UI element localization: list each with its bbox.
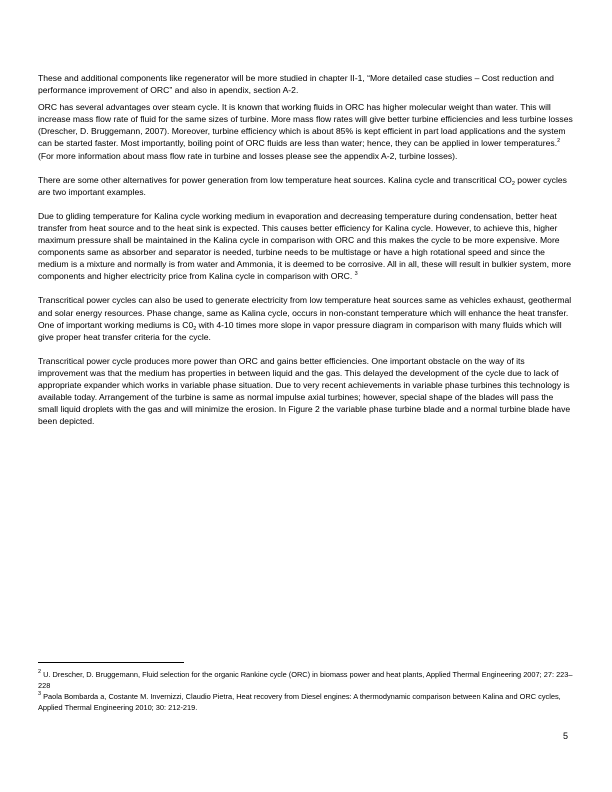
paragraph-regenerator bbox=[38, 72, 573, 96]
paragraph-text: There are some other alternatives for power generation from low temperature heat sources. Kalina cycle and transcritical CO bbox=[38, 174, 512, 185]
footnotes bbox=[38, 670, 573, 714]
paragraph-text: with 4-10 times more slope in vapor pressure diagram in comparison with many fluids which will give proper heat transfer criteria for the cycle. bbox=[38, 319, 562, 342]
subscript-2: 2 bbox=[193, 325, 197, 332]
page-number: 5 bbox=[563, 731, 569, 741]
paragraph-power-output bbox=[38, 355, 573, 428]
paragraph-text: (For more information about mass flow rate in turbine and losses please see the appendix A-2, turbine losses). bbox=[38, 150, 458, 161]
paragraph-text: These and additional components like regenerator will be more studied in chapter II-1, “More detailed case studies – Cost reduction and performance improvement of ORC” and also in apendix, section A-2. bbox=[38, 73, 554, 96]
paragraph-kalina-cycle bbox=[38, 210, 573, 283]
footnote-mark: 2 bbox=[38, 669, 42, 675]
paragraph-transcritical bbox=[38, 294, 573, 342]
footnote-text: U. Drescher, D. Bruggemann, Fluid selection for the organic Rankine cycle (ORC) in biomass power and heat plants, Applied Thermal Engineering 2007; 27: 223–228 bbox=[38, 670, 573, 690]
subscript-2: 2 bbox=[511, 180, 515, 187]
paragraph-text: Transcritical power cycles can also be used to generate electricity from low temperature heat sources same as vehicles exhaust, geothermal and solar energy resources. Phase change, same as Kalina cycle, occurs in non-constant temperature which will enhance the heat transfer. One of important working mediums is C0 bbox=[38, 295, 572, 330]
paragraph-orc-advantages bbox=[38, 101, 573, 161]
footnote-separator bbox=[38, 662, 184, 663]
paragraph-text: Due to gliding temperature for Kalina cycle working medium in evaporation and decreasing temperature during condensation, better heat transfer from heat source and to the heat sink is expected. This causes better efficiency for Kalina cycle. However, to achieve this, higher maximum pressure shall be maintained in the Kalina cycle in comparison with ORC and this makes the cycle to be more expensive. More components same as absorber and separator is needed, turbine needs to be multistage or have a high rotational speed and since the medium is a mixture and normally is from water and Ammonia, it is deemed to be corrosive. All in all, these will result in bulkier system, more components and higher electricity price from Kalina cycle in comparison with ORC. bbox=[38, 210, 572, 282]
footnote-text: Paola Bombarda a, Costante M. Invernizzi, Claudio Pietra, Heat recovery from Diesel engines: A thermodynamic comparison between Kalina and ORC cycles, Applied Thermal Engineering 2010; 30: 212-219. bbox=[38, 692, 561, 712]
footnote-3 bbox=[38, 692, 573, 713]
footnote-ref-2: 2 bbox=[557, 138, 561, 145]
paragraph-text: ORC has several advantages over steam cycle. It is known that working fluids in ORC has higher molecular weight than water. This will increase mass flow rate of fluid for the same sizes of turbine. More mass flow rates will give better turbine efficiencies and less turbine losses (Drescher, D. Bruggemann, 2007). Moreover, turbine efficiency which is about 85% is kept efficient in part load applications and the system can be started faster. Most importantly, boiling point of ORC fluids are less than water; hence, they can be applied in lower temperatures. bbox=[38, 102, 573, 149]
footnote-2 bbox=[38, 670, 573, 691]
footnote-mark: 3 bbox=[38, 691, 42, 698]
footnote-ref-3: 3 bbox=[354, 271, 358, 278]
paragraph-text: power cycles are two important examples. bbox=[38, 174, 567, 197]
body-text bbox=[38, 72, 573, 439]
paragraph-alternatives bbox=[38, 174, 573, 198]
paragraph-text: Transcritical power cycle produces more power than ORC and gains better efficiencies. One important obstacle on the way of its improvement was that the medium has properties in between liquid and the gas. This delayed the development of the cycle due to lack of appropriate expander which works in variable phase situation. Due to very recent achievements in variable phase turbines this technology is available today. Arrangement of the turbine is same as normal impulse axial turbines; however, special shape of the blades will pass the small liquid droplets with the gas and will minimize the erosion. In Figure 2 the variable phase turbine blade and a normal turbine blade have been depicted. bbox=[38, 355, 571, 427]
